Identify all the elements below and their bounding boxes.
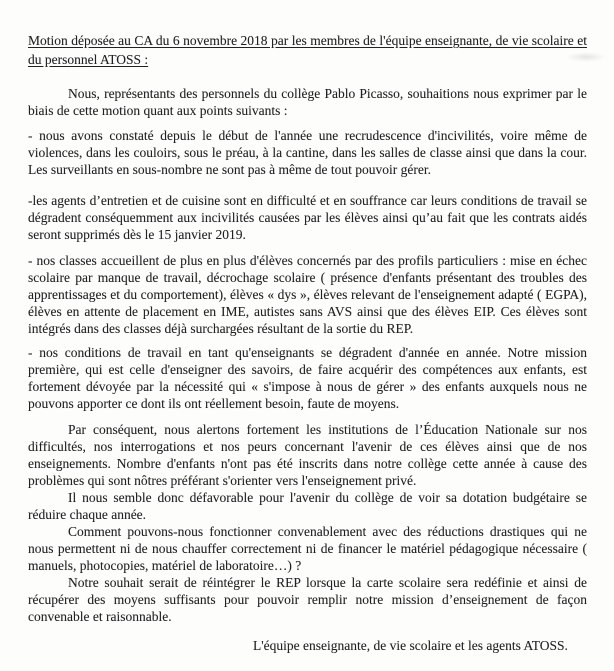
paragraph-agents-entretien: -les agents d’entretien et de cuisine sont en difficulté et en souffrance car leurs conditions de travail se dégradent conséquemment aux incivilités causées par les élèves ainsi qu’au fait que les contrats aidés seront supprimés dès le 15 janvier 2019. <box>28 193 587 242</box>
paragraph-intro: Nous, représentants des personnels du collège Pablo Picasso, souhaitions nous exprimer par le biais de cette motion quant aux points suivants : <box>28 86 587 118</box>
paragraph-souhait-rep: Notre souhait serait de réintégrer le REP lorsque la carte scolaire sera redéfinie et ainsi de récupérer des moyens suffisants pour pouvoir remplir notre mission d’enseignement de façon convenable et raisonnable. <box>28 575 587 624</box>
paragraph-profils-particuliers: - nos classes accueillent de plus en plus d'élèves concernés par des profils particuliers : mise en échec scolaire par manque de travail, décrochage scolaire ( présence d'enfants présentant des troubles des apprentissages et du comportement), élèves « dys », élèves relevant de l'enseignement adapté ( EGPA), élèves en attente de placement en IME, autistes sans AVS ainsi que des élèves EIP. Ces élèves sont intégrés dans des classes déjà surchargées résultant de la sortie du REP. <box>28 253 587 336</box>
paragraph-conditions-travail: - nos conditions de travail en tant qu'enseignants se dégradent d'année en année. Notre mission première, qui est celle d'enseigner des savoirs, de faire acquérir des compétences aux enfants, est fortement dévoyée par la nécessité qui « s'impose à nous de gérer » des enfants auxquels nous ne pouvons apporter ce dont ils ont réellement besoin, faute de moyens. <box>28 345 587 411</box>
document-title <box>28 31 587 69</box>
paragraph-incivilites: - nous avons constaté depuis le début de l'année une recrudescence d'incivilités, voire même de violences, dans les couloirs, sous le préau, à la cantine, dans les salles de classe ainsi que dans la cour. Les surveillants en sous-nombre ne sont pas à même de tout pouvoir gérer. <box>28 128 587 177</box>
signature-line: L'équipe enseignante, de vie scolaire et les agents ATOSS. <box>253 638 568 653</box>
document-title-underlined-text: Motion déposée au CA du 6 novembre 2018 par les membres de l'équipe enseignante, de vie scolaire et du personnel ATOSS : <box>28 33 587 67</box>
paragraph-reductions-drastiques: Comment pouvons-nous fonctionner convenablement avec des réductions drastiques qui ne nous permettent ni de nous chauffer correctement ni de financer le matériel pédagogique nécessaire ( manuels, photocopies, matériel de laboratoire…) ? <box>28 524 587 573</box>
paragraph-par-consequent: Par conséquent, nous alertons fortement les institutions de l’Éducation Nationale sur nos difficultés, nos interrogations et nos peurs concernant l'avenir de ces élèves ainsi que de nos enseignements. Nombre d'enfants n'ont pas été inscrits dans notre collège cette année à cause des problèmes qui sont nôtres préférant s'orienter vers l'enseignement privé. <box>28 422 587 488</box>
paragraph-dotation-budgetaire: Il nous semble donc défavorable pour l'avenir du collège de voir sa dotation budgétaire se réduire chaque année. <box>28 490 587 522</box>
